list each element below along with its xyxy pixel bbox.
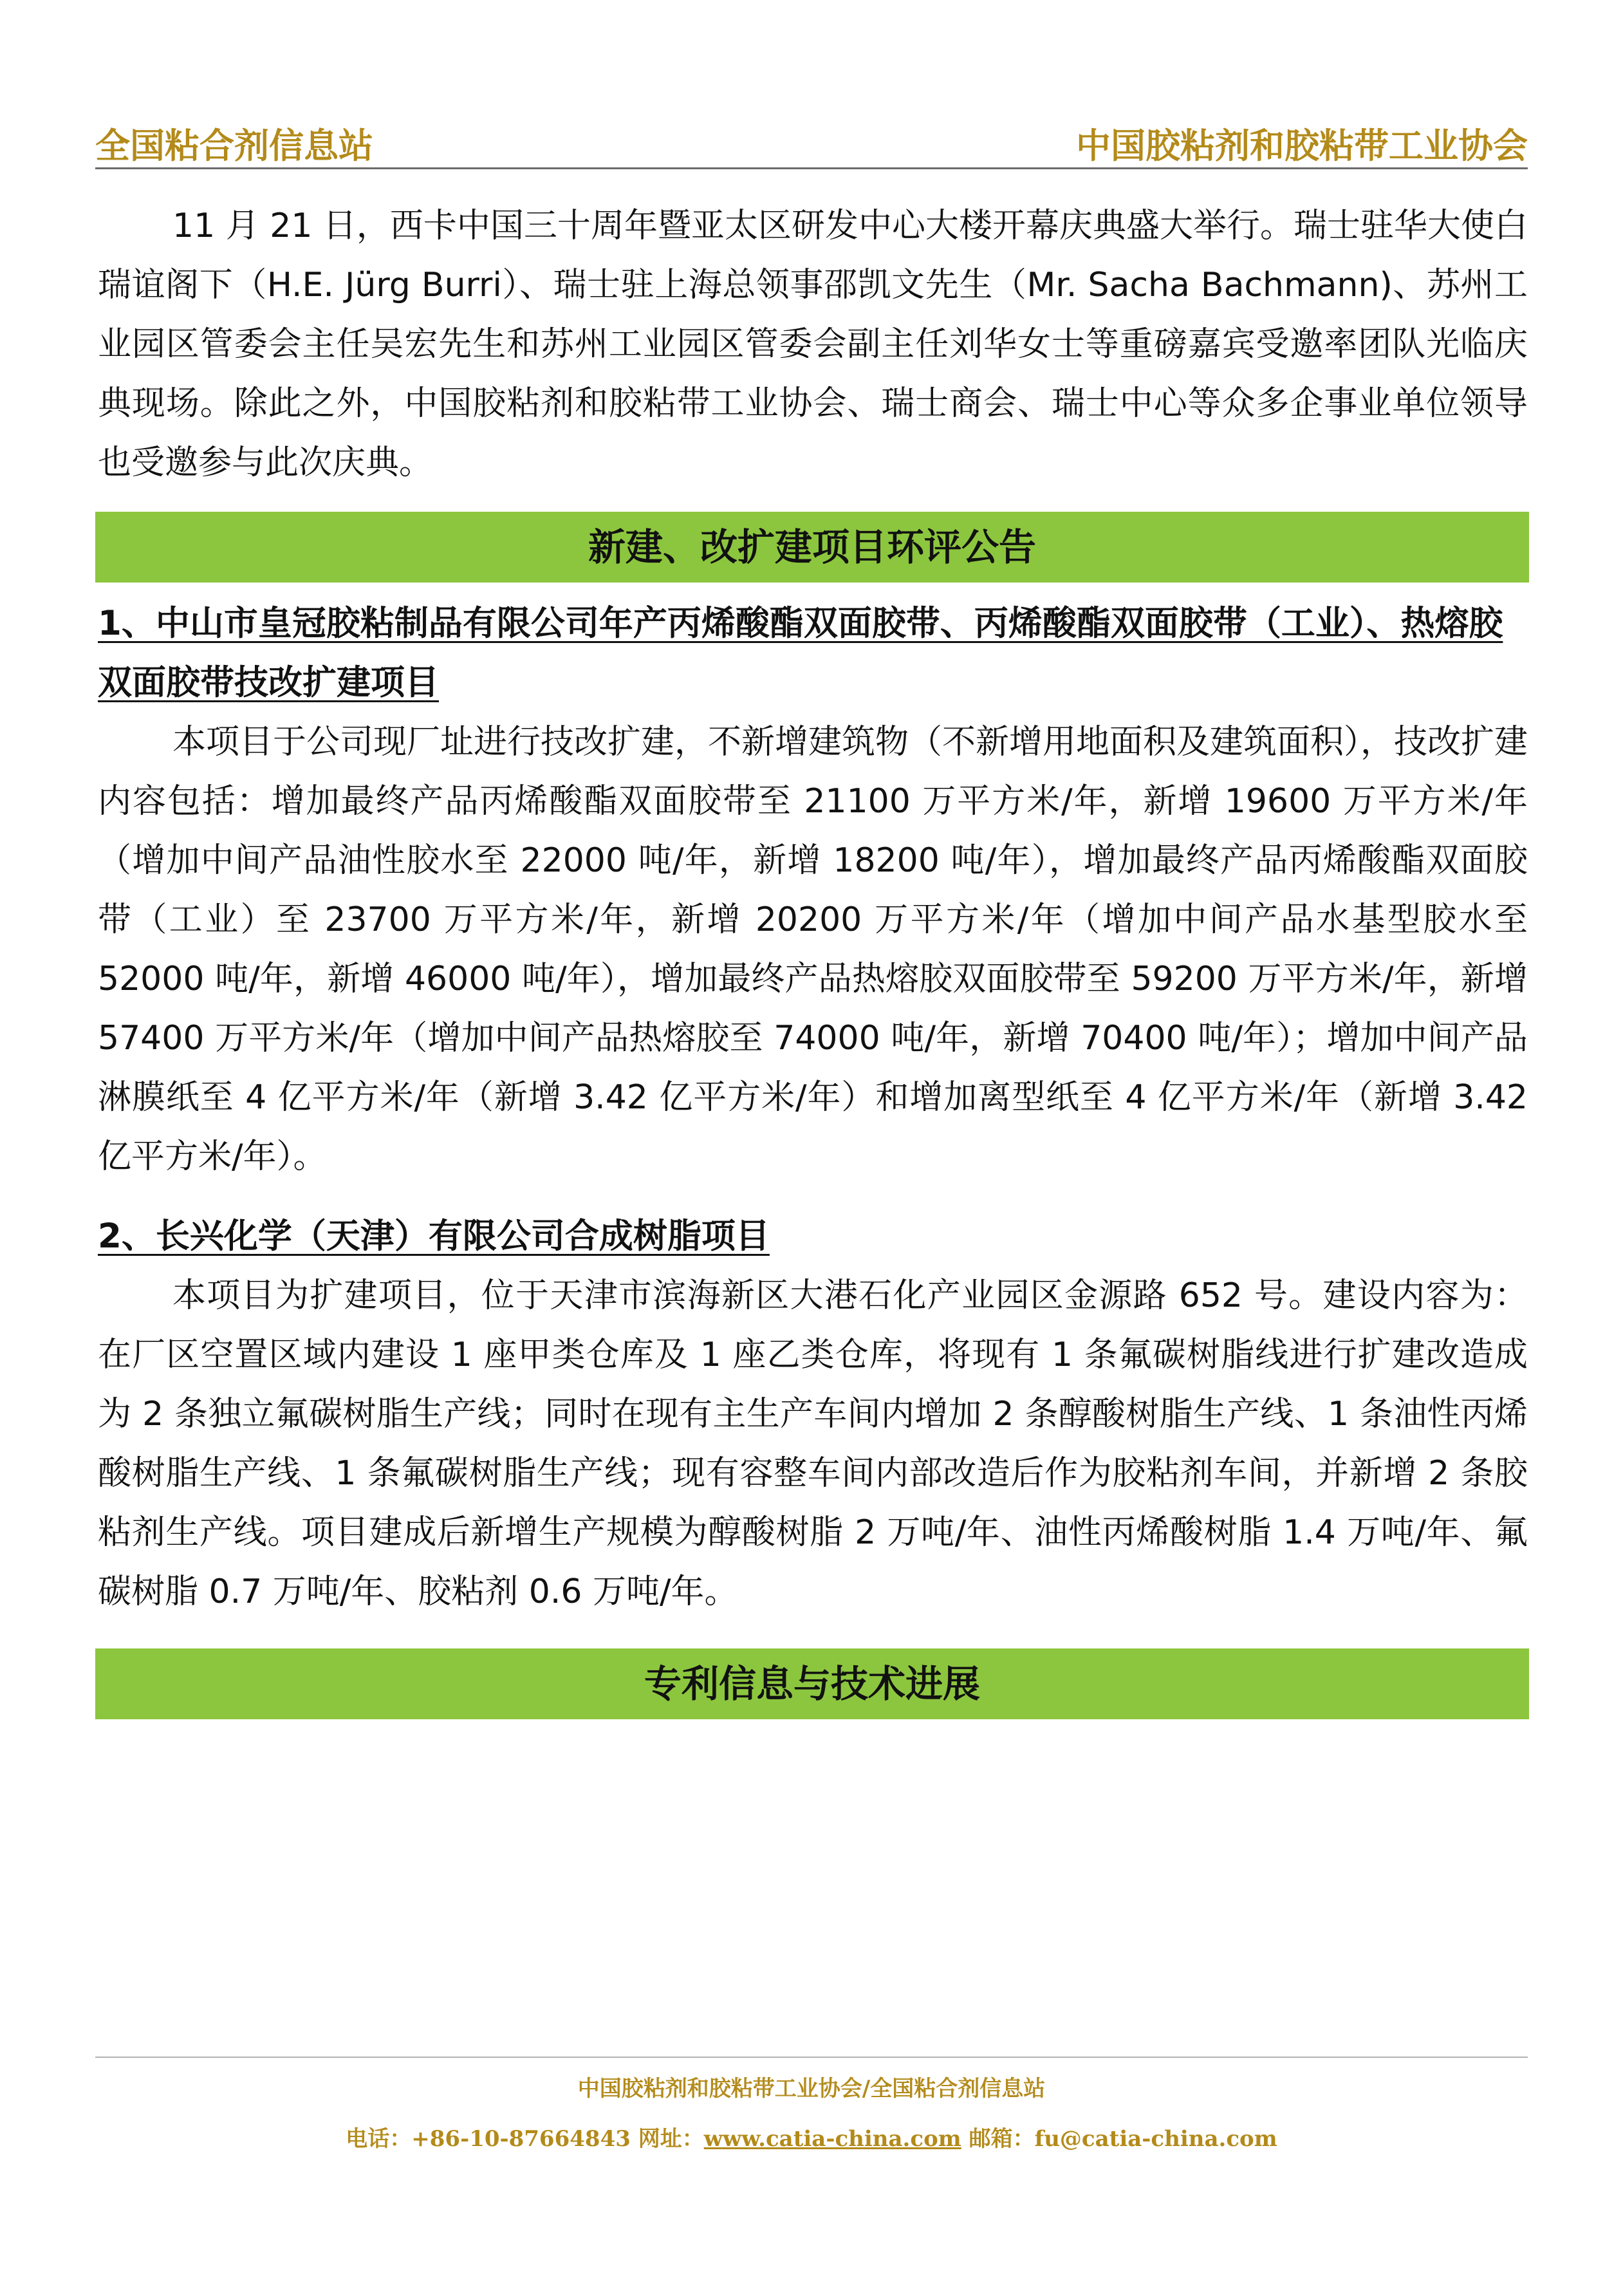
footer-site-link[interactable]: www.catia-china.com — [703, 2126, 961, 2152]
page-header — [95, 115, 1528, 169]
project-1-title: 1、中山市皇冠胶粘制品有限公司年产丙烯酸酯双面胶带、丙烯酸酯双面胶带（工业）、热熔胶双面胶带技改扩建项目 — [98, 604, 1503, 702]
footer-email: fu@catia-china.com — [1034, 2126, 1277, 2152]
footer-site-label: 网址： — [630, 2126, 704, 2152]
section-banner-patents: 专利信息与技术进展 — [95, 1648, 1529, 1719]
footer-contact — [95, 2121, 1528, 2157]
project-2-paragraph: 本项目为扩建项目，位于天津市滨海新区大港石化产业园区金源路 652 号。建设内容为：在厂区空置区域内建设 1 座甲类仓库及 1 座乙类仓库，将现有 1 条氟碳树脂线进行扩建改造成为 2 条独立氟碳树脂生产线；同时在现有主生产车间内增加 2 条醇酸树脂生产线、1 条油性丙烯酸树脂生产线、1 条氟碳树脂生产线；现有容整车间内部改造后作为胶粘剂车间，并新增 2 条胶粘剂生产线。项目建成后新增生产规模为醇酸树脂 2 万吨/年、油性丙烯酸树脂 1.4 万吨/年、氟碳树脂 0.7 万吨/年、胶粘剂 0.6 万吨/年。 — [98, 1276, 1528, 1611]
project-2-title: 2、长兴化学（天津）有限公司合成树脂项目 — [98, 1217, 770, 1256]
footer-email-label: 邮箱： — [961, 2126, 1035, 2152]
header-left-title: 全国粘合剂信息站 — [95, 125, 373, 166]
footer-phone-label: 电话： — [346, 2126, 412, 2152]
footer-org: 中国胶粘剂和胶粘带工业协会/全国粘合剂信息站 — [577, 2076, 1046, 2102]
page-footer — [95, 2057, 1528, 2157]
header-right-title: 中国胶粘剂和胶粘带工业协会 — [1076, 125, 1528, 166]
footer-phone: +86-10-87664843 — [411, 2126, 631, 2152]
page-content — [98, 196, 1528, 1719]
intro-paragraph: 11 月 21 日，西卡中国三十周年暨亚太区研发中心大楼开幕庆典盛大举行。瑞士驻华大使白瑞谊阁下（H.E. Jürg Burri）、瑞士驻上海总领事邵凯文先生（Mr. Sacha Bachmann)、苏州工业园区管委会主任吴宏先生和苏州工业园区管委会副主任刘华女士等重磅嘉宾受邀率团队光临庆典现场。除此之外，中国胶粘剂和胶粘带工业协会、瑞士商会、瑞士中心等众多企事业单位领导也受邀参与此次庆典。 — [98, 207, 1528, 482]
project-1-paragraph: 本项目于公司现厂址进行技改扩建，不新增建筑物（不新增用地面积及建筑面积），技改扩建内容包括：增加最终产品丙烯酸酯双面胶带至 21100 万平方米/年，新增 19600 万平方米/年（增加中间产品油性胶水至 22000 吨/年，新增 18200 吨/年），增加最终产品丙烯酸酯双面胶带（工业）至 23700 万平方米/年，新增 20200 万平方米/年（增加中间产品水基型胶水至 52000 吨/年，新增 46000 吨/年），增加最终产品热熔胶双面胶带至 59200 万平方米/年，新增 57400 万平方米/年（增加中间产品热熔胶至 74000 吨/年，新增 70400 吨/年）；增加中间产品淋膜纸至 4 亿平方米/年（新增 3.42 亿平方米/年）和增加离型纸至 4 亿平方米/年（新增 3.42 亿平方米/年）。 — [98, 723, 1528, 1176]
section-banner-projects: 新建、改扩建项目环评公告 — [95, 512, 1529, 583]
